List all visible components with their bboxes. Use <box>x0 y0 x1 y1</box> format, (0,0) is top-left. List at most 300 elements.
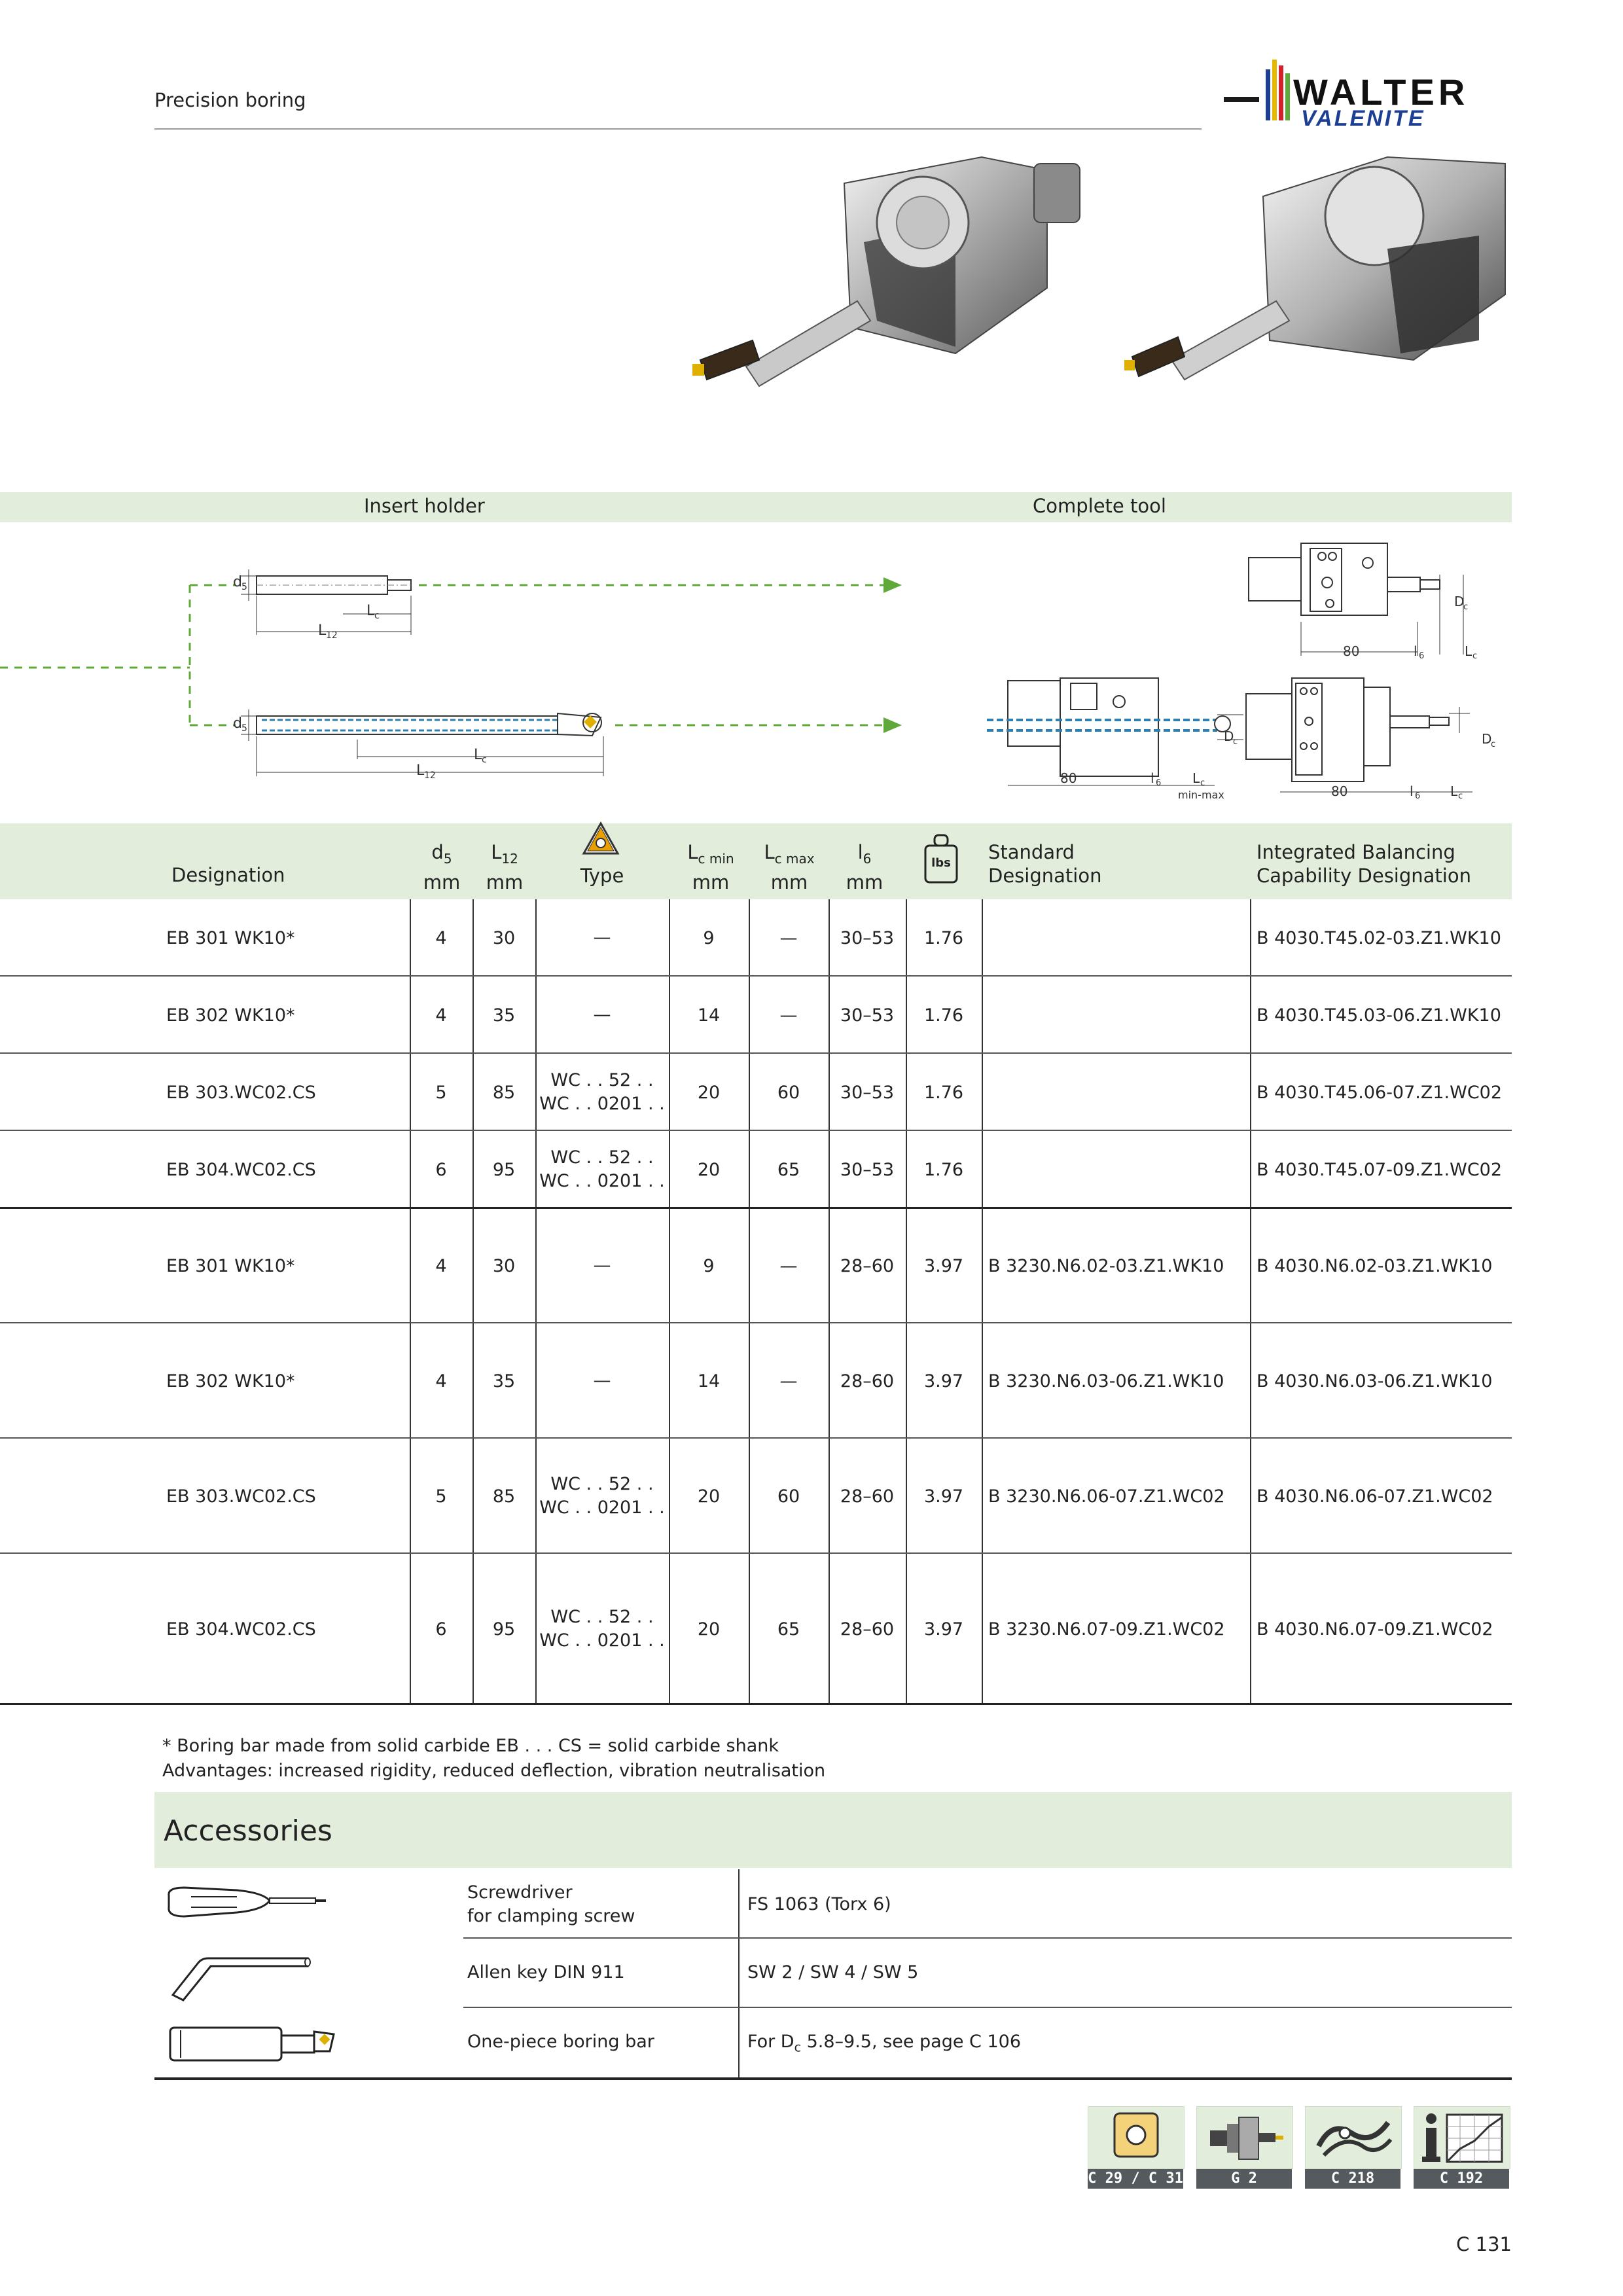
l12-cell-text: 30 <box>492 927 516 948</box>
lcmin-cell-text: 20 <box>697 1486 721 1507</box>
l12-unit: mm <box>486 870 524 893</box>
column-divider <box>906 1208 907 1323</box>
svg-text:d: d <box>233 715 242 732</box>
weight-cell <box>906 1554 982 1704</box>
column-divider <box>535 1208 537 1323</box>
lcmax-cell <box>749 1554 829 1704</box>
designation-cell <box>166 1554 410 1704</box>
lcmax-cell-text: — <box>779 1371 798 1391</box>
column-divider <box>982 1208 983 1323</box>
l6-cell-text: 28–60 <box>840 1255 895 1276</box>
type-cell <box>535 977 669 1054</box>
svg-text:L: L <box>474 747 482 763</box>
col-header-lcmax <box>749 840 830 894</box>
d5-subscript: 5 <box>443 850 452 867</box>
column-divider <box>829 1439 830 1554</box>
lcmax-cell <box>749 1208 829 1323</box>
svg-text:12: 12 <box>326 630 338 641</box>
section-header: Precision boring <box>154 89 306 111</box>
type-line-1: WC . . 52 . . <box>550 1474 654 1494</box>
column-divider <box>906 1439 907 1554</box>
accessory-value-boring-bar <box>747 2030 1021 2059</box>
ibc-designation-cell <box>1257 1554 1512 1704</box>
lcmax-cell-text: — <box>779 1005 798 1026</box>
l6-cell-text: 28–60 <box>840 1371 895 1391</box>
type-line-2: WC . . 0201 . . <box>539 1498 665 1518</box>
svg-text:c: c <box>374 611 380 621</box>
column-divider <box>410 1131 411 1208</box>
svg-text:c: c <box>1463 602 1469 612</box>
svg-text:5: 5 <box>241 723 247 734</box>
column-divider <box>982 1554 983 1704</box>
lcmax-cell-text: — <box>779 927 798 948</box>
type-cell <box>535 1054 669 1131</box>
column-divider <box>669 1131 670 1208</box>
l12-subscript: 12 <box>501 850 518 867</box>
standard-designation-cell <box>988 1131 1249 1208</box>
type-cell <box>535 1323 669 1439</box>
ibc-designation-cell-text: B 4030.T45.02-03.Z1.WK10 <box>1257 927 1501 948</box>
column-divider <box>749 977 750 1054</box>
tool-icon[interactable] <box>1305 2106 1402 2169</box>
type-cell <box>535 1131 669 1208</box>
svg-text:c: c <box>1200 778 1205 788</box>
l6-cell <box>829 1208 906 1323</box>
column-divider <box>749 1131 750 1208</box>
l12-cell-text: 35 <box>492 1371 516 1391</box>
column-divider <box>1250 1208 1251 1323</box>
column-divider <box>1250 1323 1251 1439</box>
lcmin-symbol: L <box>687 841 698 863</box>
column-divider <box>982 1323 983 1439</box>
lcmin-cell-text: 20 <box>697 1619 721 1640</box>
weight-cell <box>906 1208 982 1323</box>
type-cell <box>535 899 669 977</box>
l6-cell-text: 30–53 <box>840 1159 895 1180</box>
column-divider <box>410 977 411 1054</box>
table-row <box>0 1439 1512 1554</box>
weight-cell <box>906 977 982 1054</box>
footnote-solid-carbide: * Boring bar made from solid carbide EB . . . CS = solid carbide shank <box>162 1736 779 1756</box>
ibc-designation-cell <box>1257 1208 1512 1323</box>
column-divider <box>535 1131 537 1208</box>
standard-header-line2: Designation <box>988 865 1102 887</box>
lcmin-cell <box>669 1131 749 1208</box>
type-line-1: — <box>593 927 611 948</box>
accessory-name-allen-key: Allen key DIN 911 <box>467 1962 625 1982</box>
type-line-1: WC . . 52 . . <box>550 1147 654 1168</box>
col-header-type: Type <box>580 865 624 887</box>
svg-text:min-max: min-max <box>1178 789 1224 801</box>
lcmax-cell <box>749 899 829 977</box>
l6-cell <box>829 899 906 977</box>
l6-cell <box>829 1054 906 1131</box>
product-photo-tool-2 <box>1113 144 1518 393</box>
column-divider <box>473 1131 474 1208</box>
brand-subname: VALENITE <box>1301 106 1425 131</box>
standard-designation-cell <box>988 1054 1249 1131</box>
technical-drawings <box>0 524 1512 825</box>
column-divider <box>982 1131 983 1208</box>
column-divider <box>535 977 537 1054</box>
column-divider <box>829 1054 830 1131</box>
svg-text:l: l <box>1410 783 1414 799</box>
d5-cell-text: 4 <box>435 1371 447 1391</box>
weight-cell-text: 1.76 <box>923 1005 964 1026</box>
ibc-designation-cell <box>1257 1323 1512 1439</box>
svg-text:6: 6 <box>1419 651 1425 661</box>
ibc-designation-cell-text: B 4030.T45.06-07.Z1.WC02 <box>1257 1082 1503 1103</box>
table-row <box>0 1554 1512 1704</box>
l12-cell-text: 30 <box>492 1255 516 1276</box>
lcmax-cell <box>749 1323 829 1439</box>
col-header-standard <box>988 840 1101 888</box>
designation-cell-text: EB 303.WC02.CS <box>166 1486 316 1507</box>
lcmin-cell <box>669 1439 749 1554</box>
type-line-2: WC . . 0201 . . <box>539 1630 665 1651</box>
type-line-1: — <box>593 1255 611 1276</box>
lcmax-symbol: L <box>764 841 775 863</box>
d5-cell <box>410 1554 473 1704</box>
ibc-header-line2: Capability Designation <box>1257 865 1471 887</box>
insert-holder-band <box>0 492 1512 522</box>
l6-cell-text: 28–60 <box>840 1486 895 1507</box>
lcmax-cell <box>749 1439 829 1554</box>
weight-cell-text: 1.76 <box>923 1082 964 1103</box>
column-divider <box>982 1439 983 1554</box>
insert-icon[interactable] <box>1088 2106 1185 2169</box>
ibc-designation-cell <box>1257 1439 1512 1554</box>
standard-designation-cell <box>988 1554 1249 1704</box>
svg-text:L: L <box>1450 783 1458 799</box>
designation-cell <box>166 1439 410 1554</box>
column-divider <box>906 1131 907 1208</box>
holder-icon-label[interactable]: G 2 <box>1196 2169 1292 2189</box>
ibc-designation-cell <box>1257 1131 1512 1208</box>
column-divider <box>749 1208 750 1323</box>
designation-cell-text: EB 303.WC02.CS <box>166 1082 316 1103</box>
column-divider <box>906 1054 907 1131</box>
d5-cell-text: 6 <box>435 1619 447 1640</box>
l6-unit: mm <box>846 870 883 893</box>
d5-symbol: d <box>431 841 444 863</box>
d5-cell <box>410 1439 473 1554</box>
type-cell <box>535 1208 669 1323</box>
column-divider <box>535 1439 537 1554</box>
l12-cell <box>473 977 535 1054</box>
l6-symbol: l <box>857 841 863 863</box>
column-divider <box>906 1323 907 1439</box>
column-divider <box>473 1323 474 1439</box>
d5-cell <box>410 899 473 977</box>
svg-text:80: 80 <box>1343 643 1360 659</box>
info-chart-icon[interactable] <box>1414 2106 1510 2169</box>
column-divider <box>1250 977 1251 1054</box>
table-row <box>0 1323 1512 1439</box>
column-divider <box>1250 899 1251 977</box>
column-divider <box>669 899 670 977</box>
lcmin-cell <box>669 899 749 977</box>
column-divider <box>410 899 411 977</box>
d5-cell-text: 4 <box>435 927 447 948</box>
standard-designation-cell-text: B 3230.N6.02-03.Z1.WK10 <box>988 1255 1224 1276</box>
column-divider <box>1250 1054 1251 1131</box>
lcmin-cell-text: 14 <box>697 1371 721 1391</box>
header-rule <box>154 128 1202 130</box>
svg-text:D: D <box>1482 731 1492 747</box>
svg-text:d: d <box>233 574 242 590</box>
col-header-d5 <box>411 840 473 894</box>
column-divider <box>906 977 907 1054</box>
lcmin-cell-text: 20 <box>697 1082 721 1103</box>
lcmin-cell-text: 14 <box>697 1005 721 1026</box>
footnote-advantages: Advantages: increased rigidity, reduced deflection, vibration neutralisation <box>162 1761 826 1781</box>
column-divider <box>669 1323 670 1439</box>
standard-designation-cell-text: B 3230.N6.03-06.Z1.WK10 <box>988 1371 1224 1391</box>
d5-cell <box>410 1131 473 1208</box>
column-divider <box>982 899 983 977</box>
designation-cell-text: EB 304.WC02.CS <box>166 1619 316 1640</box>
accessories-band <box>154 1792 1512 1868</box>
svg-text:L: L <box>1465 643 1472 659</box>
insert-icon-label[interactable]: C 29 / C 31 <box>1088 2169 1183 2189</box>
accessory-name-screwdriver <box>467 1881 635 1928</box>
l6-cell <box>829 1439 906 1554</box>
designation-cell-text: EB 301 WK10* <box>166 927 295 948</box>
column-divider <box>410 1554 411 1704</box>
l12-cell-text: 95 <box>492 1619 516 1640</box>
table-row <box>0 1054 1512 1131</box>
weight-cell-text: 1.76 <box>923 927 964 948</box>
column-divider <box>669 1439 670 1554</box>
svg-text:5: 5 <box>241 582 247 592</box>
lcmax-cell-text: — <box>779 1255 798 1276</box>
l6-cell <box>829 1131 906 1208</box>
svg-text:80: 80 <box>1331 783 1348 799</box>
designation-cell <box>166 1054 410 1131</box>
col-header-ibc <box>1257 840 1471 888</box>
accessory-row-allen-key <box>154 1939 1512 2008</box>
ibc-designation-cell-text: B 4030.T45.07-09.Z1.WC02 <box>1257 1159 1503 1180</box>
ibc-designation-cell-text: B 4030.T45.03-06.Z1.WK10 <box>1257 1005 1501 1026</box>
l6-cell-text: 30–53 <box>840 1082 895 1103</box>
lcmin-cell <box>669 1054 749 1131</box>
ibc-designation-cell-text: B 4030.N6.02-03.Z1.WK10 <box>1257 1255 1493 1276</box>
column-divider <box>749 1323 750 1439</box>
l6-cell <box>829 1554 906 1704</box>
weight-cell <box>906 1439 982 1554</box>
weight-icon-label: lbs <box>931 856 951 870</box>
weight-cell <box>906 1131 982 1208</box>
holder-icon[interactable] <box>1196 2106 1293 2169</box>
svg-text:L: L <box>416 762 425 779</box>
svg-text:D: D <box>1454 594 1465 609</box>
column-divider <box>829 1208 830 1323</box>
col-header-l6 <box>827 840 902 894</box>
lcmin-cell <box>669 1554 749 1704</box>
designation-cell-text: EB 304.WC02.CS <box>166 1159 316 1180</box>
column-divider <box>535 899 537 977</box>
boring-bar-icon <box>168 2021 338 2067</box>
column-divider <box>669 1054 670 1131</box>
svg-text:12: 12 <box>424 770 436 781</box>
l12-cell <box>473 899 535 977</box>
column-divider <box>473 1554 474 1704</box>
weight-cell-text: 3.97 <box>923 1486 964 1507</box>
col-header-l12 <box>474 840 535 894</box>
lcmin-cell <box>669 1208 749 1323</box>
type-line-2: WC . . 0201 . . <box>539 1171 665 1191</box>
column-divider <box>473 977 474 1054</box>
column-divider <box>669 977 670 1054</box>
type-line-2: WC . . 0201 . . <box>539 1094 665 1114</box>
svg-text:80: 80 <box>1060 770 1077 786</box>
accessory-row-boring-bar <box>154 2008 1512 2077</box>
lcmax-cell-text: 65 <box>777 1619 800 1640</box>
column-divider <box>473 899 474 977</box>
ibc-designation-cell <box>1257 899 1512 977</box>
l6-cell <box>829 1323 906 1439</box>
l12-cell <box>473 1208 535 1323</box>
brand-name: WALTER <box>1293 71 1469 113</box>
weight-cell <box>906 1054 982 1131</box>
l12-cell-text: 95 <box>492 1159 516 1180</box>
column-divider <box>473 1439 474 1554</box>
weight-cell-text: 1.76 <box>923 1159 964 1180</box>
screwdriver-name-line2: for clamping screw <box>467 1906 635 1926</box>
svg-text:c: c <box>1491 740 1496 749</box>
standard-designation-cell-text: B 3230.N6.06-07.Z1.WC02 <box>988 1486 1225 1507</box>
lcmin-cell-text: 9 <box>703 1255 715 1276</box>
lcmax-cell-text: 65 <box>777 1159 800 1180</box>
column-divider <box>982 977 983 1054</box>
designation-cell <box>166 977 410 1054</box>
column-divider <box>535 1323 537 1439</box>
lcmax-cell <box>749 1131 829 1208</box>
lcmin-cell-text: 20 <box>697 1159 721 1180</box>
lcmin-cell-text: 9 <box>703 927 715 948</box>
insert-holder-title: Insert holder <box>364 495 485 517</box>
table-row <box>0 1131 1512 1208</box>
brand-logo <box>1224 56 1499 131</box>
standard-designation-cell <box>988 1439 1249 1554</box>
ibc-designation-cell <box>1257 977 1512 1054</box>
svg-text:c: c <box>1458 791 1463 801</box>
weight-cell <box>906 1323 982 1439</box>
column-divider <box>410 1208 411 1323</box>
info-chart-icon-label[interactable]: C 192 <box>1414 2169 1509 2189</box>
d5-cell-text: 4 <box>435 1005 447 1026</box>
type-line-1: WC . . 52 . . <box>550 1070 654 1090</box>
column-divider <box>749 899 750 977</box>
screwdriver-name-line1: Screwdriver <box>467 1882 573 1903</box>
weight-icon <box>923 833 959 888</box>
column-divider <box>749 1439 750 1554</box>
boring-bar-value-suffix: 5.8–9.5, see page C 106 <box>801 2032 1021 2052</box>
type-line-1: WC . . 52 . . <box>550 1607 654 1627</box>
column-divider <box>1250 1131 1251 1208</box>
table-row <box>0 1208 1512 1323</box>
accessories-bottom-rule <box>154 2077 1512 2080</box>
ibc-designation-cell <box>1257 1054 1512 1131</box>
lcmax-cell-text: 60 <box>777 1486 800 1507</box>
d5-cell <box>410 1054 473 1131</box>
column-divider <box>829 899 830 977</box>
svg-text:6: 6 <box>1156 778 1162 788</box>
d5-cell-text: 5 <box>435 1486 447 1507</box>
l6-subscript: 6 <box>863 850 872 867</box>
column-divider <box>829 1131 830 1208</box>
allen-key-icon <box>165 1945 315 2001</box>
column-divider <box>669 1554 670 1704</box>
designation-cell <box>166 899 410 977</box>
column-divider <box>473 1208 474 1323</box>
table-row <box>0 899 1512 977</box>
l6-cell <box>829 977 906 1054</box>
lcmax-unit: mm <box>770 870 808 893</box>
column-divider <box>669 1208 670 1323</box>
d5-cell <box>410 1208 473 1323</box>
table-row <box>0 977 1512 1054</box>
weight-cell <box>906 899 982 977</box>
screwdriver-icon <box>165 1884 329 1923</box>
column-divider <box>1250 1439 1251 1554</box>
d5-cell-text: 4 <box>435 1255 447 1276</box>
weight-cell-text: 3.97 <box>923 1619 964 1640</box>
svg-text:l: l <box>1414 643 1418 659</box>
svg-text:6: 6 <box>1415 791 1421 801</box>
svg-text:L: L <box>318 622 327 639</box>
d5-cell-text: 6 <box>435 1159 447 1180</box>
standard-designation-cell <box>988 1323 1249 1439</box>
standard-header-line1: Standard <box>988 841 1075 863</box>
lcmin-unit: mm <box>692 870 730 893</box>
tool-icon-label[interactable]: C 218 <box>1305 2169 1400 2189</box>
l12-cell <box>473 1323 535 1439</box>
designation-cell <box>166 1131 410 1208</box>
svg-text:c: c <box>482 755 487 765</box>
row-divider <box>0 1703 1512 1705</box>
column-divider <box>410 1054 411 1131</box>
col-header-designation: Designation <box>171 864 285 886</box>
lcmax-cell <box>749 1054 829 1131</box>
column-divider <box>906 1554 907 1704</box>
designation-cell-text: EB 302 WK10* <box>166 1005 295 1026</box>
boring-bar-value-subscript: c <box>794 2040 802 2055</box>
column-divider <box>982 1054 983 1131</box>
d5-unit: mm <box>423 870 461 893</box>
ibc-designation-cell-text: B 4030.N6.07-09.Z1.WC02 <box>1257 1619 1493 1640</box>
designation-cell <box>166 1323 410 1439</box>
standard-designation-cell <box>988 1208 1249 1323</box>
d5-cell-text: 5 <box>435 1082 447 1103</box>
lcmax-subscript: c max <box>774 850 815 867</box>
accessory-value-screwdriver: FS 1063 (Torx 6) <box>747 1894 891 1914</box>
ibc-header-line1: Integrated Balancing <box>1257 841 1455 863</box>
type-cell <box>535 1439 669 1554</box>
l12-cell-text: 35 <box>492 1005 516 1026</box>
type-line-1: — <box>593 1371 611 1391</box>
weight-cell-text: 3.97 <box>923 1255 964 1276</box>
l12-symbol: L <box>491 841 502 863</box>
lcmin-cell <box>669 977 749 1054</box>
ibc-designation-cell-text: B 4030.N6.03-06.Z1.WK10 <box>1257 1371 1493 1391</box>
column-divider <box>1250 1554 1251 1704</box>
lcmin-subscript: c min <box>698 850 734 867</box>
l6-cell-text: 30–53 <box>840 927 895 948</box>
column-divider <box>749 1054 750 1131</box>
column-divider <box>473 1054 474 1131</box>
